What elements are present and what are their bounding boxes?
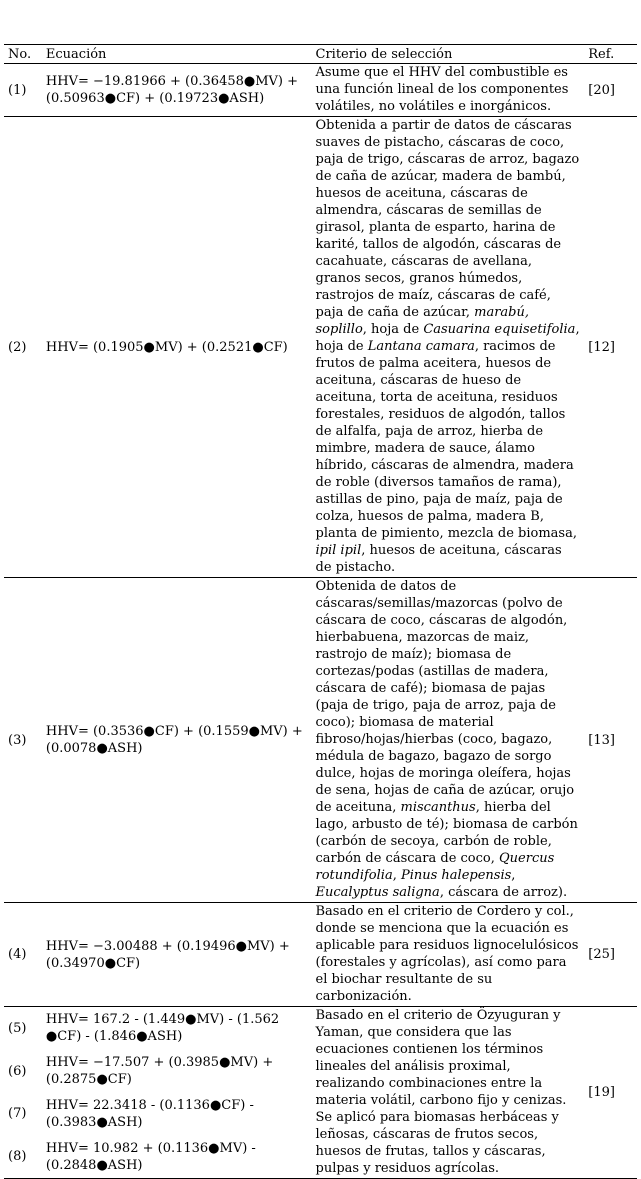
row-number: (4) bbox=[4, 903, 42, 1007]
equation-cell bbox=[42, 1135, 312, 1178]
criterion-text: , hierba del lago, arbusto de té); biomasa de carbón (carbón de secoya, carbón de roble, carbón de cáscara de coco, bbox=[315, 800, 578, 866]
table-header-row bbox=[4, 45, 637, 64]
species-name: Eucalyptus saligna bbox=[315, 885, 440, 900]
species-name: Pinus halepensis bbox=[400, 868, 512, 883]
criterion-text: Obtenida de datos de cáscaras/semillas/mazorcas (polvo de cáscara de coco, cáscaras de algodón, hierbabuena, mazorcas de maiz, rastrojo de maíz); biomasa de cortezas/podas (astillas de madera, cáscara de café); biomasa de pajas (paja de trigo, paja de arroz, paja de coco); biomasa de material fibroso/hojas/hierbas (coco, bagazo, médula de bagazo, bagazo de sorgo dulce, hojas de moringa oleífera, hojas de sena, hojas de caña de azúcar, orujo de aceituna, bbox=[315, 579, 575, 815]
criterion-text: Obtenida a partir de datos de cáscaras suaves de pistacho, cáscaras de coco, paja de trigo, cáscaras de arroz, bagazo de caña de azúcar, madera de bambú, huesos de aceituna, cáscaras de almendra, cáscaras de semillas de girasol, planta de esparto, harina de karité, tallos de algodón, cáscaras de cacahuate, cáscaras de avellana, granos secos, granos húmedos, rastrojos de maíz, cáscaras de café, paja de caña de azúcar, bbox=[315, 118, 580, 320]
equation-cell bbox=[42, 64, 312, 117]
species-name: ipil ipil bbox=[315, 543, 362, 558]
equation-cell bbox=[42, 1050, 312, 1093]
criterion-cell: Basado en el criterio de Özyuguran y Yaman, que considera que las ecuaciones contienen los términos lineales del análisis proximal, realizando combinaciones entre la materia volátil, carbono fijo y cenizas. Se aplicó para biomasas herbáceas y leñosas, cáscaras de frutos secos, huesos de frutas, tallos y cáscaras, pulpas y residuos agrícolas. bbox=[312, 1007, 585, 1179]
equation-cell bbox=[42, 578, 312, 903]
criterion-text: , huesos de aceituna, cáscaras de pistacho. bbox=[315, 543, 562, 575]
equation-line: HHV= 167.2 - (1.449●MV) - (1.562 bbox=[45, 1012, 280, 1028]
header-no: No. bbox=[4, 45, 42, 64]
equation-cell bbox=[42, 1007, 312, 1050]
equation-cell bbox=[42, 117, 312, 578]
species-name: marabú, soplillo bbox=[315, 305, 529, 337]
species-name: miscanthus bbox=[400, 800, 476, 815]
table-row bbox=[4, 64, 637, 117]
row-number: (2) bbox=[4, 117, 42, 578]
criterion-text: , racimos de frutos de palma aceitera, huesos de aceituna, cáscaras de hueso de aceituna, torta de aceituna, residuos forestales, residuos de algodón, tallos de alfalfa, paja de arroz, hierba de mimbre, madera de sauce, álamo híbrido, cáscaras de almendra, madera de roble (diversos tamaños de rama), astillas de pino, paja de maíz, paja de colza, huesos de palma, madera B, planta de pimiento, mezcla de biomasa, bbox=[315, 339, 577, 541]
equation-cell bbox=[42, 903, 312, 1007]
criterion-text: , bbox=[511, 868, 516, 883]
species-name: Casuarina equisetifolia bbox=[423, 322, 576, 337]
row-number: (6) bbox=[8, 1063, 27, 1079]
equation-line: HHV= −17.507 + (0.3985●MV) + bbox=[45, 1055, 274, 1071]
header-ref: Ref. bbox=[584, 45, 637, 64]
species-name: Lantana camara bbox=[367, 339, 475, 354]
row-number: (1) bbox=[4, 64, 42, 117]
row-number: (3) bbox=[4, 578, 42, 903]
equation-line: HHV= 10.982 + (0.1136●MV) - bbox=[45, 1140, 256, 1156]
criterion-text: , cáscara de arroz). bbox=[439, 885, 568, 900]
equation-line: HHV= (0.3536●CF) + (0.1559●MV) + bbox=[45, 724, 303, 739]
equation-line: (0.3983●ASH) bbox=[45, 1114, 143, 1130]
criterion-text: , bbox=[392, 868, 401, 883]
reference-cell: [19] bbox=[584, 1007, 637, 1179]
equation-line: (0.50963●CF) + (0.19723●ASH) bbox=[45, 91, 265, 106]
table-row bbox=[4, 1007, 637, 1050]
criterion-text: , hoja de bbox=[315, 322, 580, 354]
criterion-cell: Basado en el criterio de Cordero y col., donde se menciona que la ecuación es aplicable para residuos lignocelulósicos (forestales y agrícolas), así como para el biochar resultante de su carbonización. bbox=[312, 903, 585, 1007]
reference-cell: [20] bbox=[584, 64, 637, 117]
row-number: (5) bbox=[8, 1020, 27, 1036]
criterion-cell bbox=[312, 117, 585, 578]
table-row bbox=[4, 903, 637, 1007]
criterion-text: , hoja de bbox=[362, 322, 424, 337]
equation-line: (0.34970●CF) bbox=[45, 955, 141, 971]
equation-line: ●CF) - (1.846●ASH) bbox=[45, 1029, 183, 1045]
criterion-cell bbox=[312, 578, 585, 903]
table-row bbox=[4, 578, 637, 903]
table-row bbox=[4, 117, 637, 578]
criterion-cell: Asume que el HHV del combustible es una función lineal de los componentes volátiles, no volátiles e inorgánicos. bbox=[312, 64, 585, 117]
header-equation: Ecuación bbox=[42, 45, 312, 64]
reference-cell: [13] bbox=[584, 578, 637, 903]
equation-line: (0.2875●CF) bbox=[45, 1072, 132, 1088]
header-criterion: Criterio de selección bbox=[312, 45, 585, 64]
equation-line: HHV= 22.3418 - (0.1136●CF) - bbox=[45, 1097, 254, 1113]
reference-cell: [25] bbox=[584, 903, 637, 1007]
hhv-equations-table bbox=[4, 44, 637, 1179]
reference-cell: [12] bbox=[584, 117, 637, 578]
equation-line: HHV= (0.1905●MV) + (0.2521●CF) bbox=[45, 339, 288, 355]
equation-line: (0.2848●ASH) bbox=[45, 1157, 143, 1173]
row-number: (8) bbox=[4, 1135, 42, 1178]
equation-line: HHV= −3.00488 + (0.19496●MV) + bbox=[45, 938, 290, 954]
equation-line: (0.0078●ASH) bbox=[45, 741, 143, 756]
equation-line: HHV= −19.81966 + (0.36458●MV) + bbox=[45, 74, 299, 89]
row-number: (7) bbox=[8, 1106, 27, 1122]
equation-cell bbox=[42, 1092, 312, 1135]
species-name: Quercus rotundifolia bbox=[315, 851, 555, 883]
